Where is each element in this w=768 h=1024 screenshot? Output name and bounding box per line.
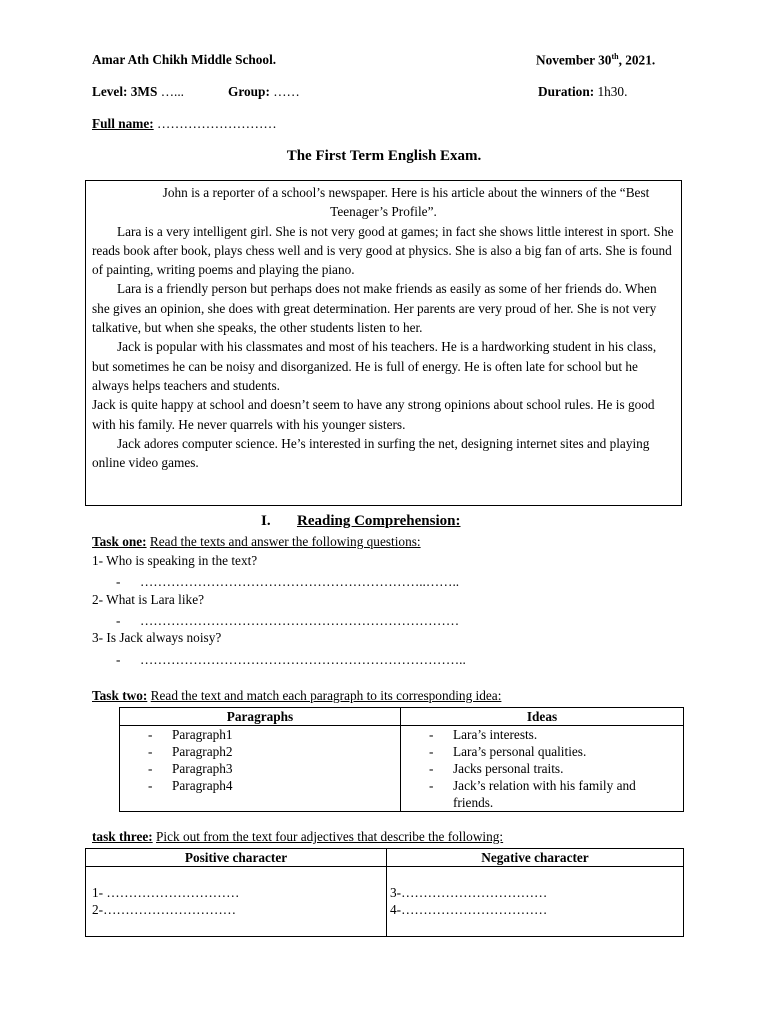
paragraph-list — [120, 726, 400, 794]
idea-list — [401, 726, 683, 811]
list-item: friends. — [453, 795, 494, 810]
list-item: - Jacks personal traits. — [429, 761, 564, 776]
passage-intro: John is a reporter of a school’s newspaper. Here is his article about the winners of the “Best Teenager’s Profile”. — [162, 185, 650, 220]
list-item: - Paragraph3 — [148, 761, 233, 776]
ideas-header: Ideas — [401, 708, 684, 726]
task-two-heading: Task two: Read the text and match each paragraph to its corresponding idea: — [92, 688, 502, 703]
paragraphs-cell — [120, 726, 401, 812]
exam-date: November 30th, 2021. — [536, 52, 656, 68]
adjective-blank-1[interactable]: 1- ………………………… — [92, 885, 240, 900]
list-item: - Lara’s interests. — [429, 727, 538, 742]
negative-header: Negative character — [387, 849, 684, 867]
ideas-cell — [401, 726, 684, 812]
adjective-blank-2[interactable]: 2-………………………… — [92, 902, 237, 917]
list-item: - Lara’s personal qualities. — [429, 744, 587, 759]
list-item: - Jack’s relation with his family and — [429, 778, 636, 793]
answer-blank-1[interactable]: ………………………………………………………..…….. — [140, 574, 460, 589]
answer-blank-3[interactable]: ……………………………………………………………….. — [140, 652, 466, 667]
reading-passage — [85, 180, 682, 506]
passage-paragraph: Jack is popular with his classmates and most of his teachers. He is a hardworking student in his class, but sometimes he can be noisy and disorganized. He is full of energy. He is often late for school but he always helps teachers and students. — [92, 339, 657, 393]
positive-header: Positive character — [86, 849, 387, 867]
answer-dash: - — [116, 613, 121, 628]
section-title: Reading Comprehension: — [297, 513, 461, 529]
list-item: - Paragraph2 — [148, 744, 233, 759]
task-one-heading: Task one: Read the texts and answer the following questions: — [92, 534, 421, 549]
answer-dash: - — [116, 652, 121, 667]
negative-cell — [387, 867, 684, 937]
group-line: Group: …… — [228, 84, 300, 99]
answer-dash: - — [116, 574, 121, 589]
question-1: 1- Who is speaking in the text? — [92, 553, 258, 568]
task-three-heading: task three: Pick out from the text four adjectives that describe the following: — [92, 829, 504, 844]
list-item: - Paragraph4 — [148, 778, 233, 793]
list-item: - Paragraph1 — [148, 727, 233, 742]
level-line: Level: 3MS …... — [92, 84, 184, 99]
exam-title: The First Term English Exam. — [286, 148, 482, 164]
question-3: 3- Is Jack always noisy? — [92, 630, 222, 645]
paragraphs-header: Paragraphs — [120, 708, 401, 726]
matching-table — [119, 707, 684, 812]
positive-cell — [86, 867, 387, 937]
passage-paragraph: Jack adores computer science. He’s interested in surfing the net, designing internet sites and playing online video games. — [92, 435, 650, 471]
school-name: Amar Ath Chikh Middle School. — [92, 52, 277, 67]
answer-blank-2[interactable]: ……………………………………………………………… — [140, 613, 460, 628]
adjective-blank-4[interactable]: 4-…………………………… — [390, 902, 548, 917]
adjectives-table — [85, 848, 684, 937]
passage-paragraph: Lara is a friendly person but perhaps does not make friends as easily as some of her friends do. When she gives an opinion, she does with great determination. Her parents are very proud of her. She is not very talkative, but when she speaks, the other students listen to her. — [92, 281, 657, 336]
adjective-blank-3[interactable]: 3-…………………………… — [390, 885, 548, 900]
passage-paragraph: Lara is a very intelligent girl. She is not very good at games; in fact she shows little interest in sport. She reads book after book, plays chess well and is very good at physics. She is also a big fan of arts. She is found of painting, writing poems and playing the piano. — [92, 223, 674, 278]
section-number: I. — [261, 513, 271, 529]
question-2: 2- What is Lara like? — [92, 592, 204, 607]
duration-line: Duration: 1h30. — [538, 84, 628, 99]
passage-paragraph: Jack is quite happy at school and doesn’t seem to have any strong opinions about school rules. He is good with his family. He never quarrels with his younger sisters. — [92, 397, 655, 432]
fullname-line: Full name: ……………………… — [92, 116, 277, 131]
